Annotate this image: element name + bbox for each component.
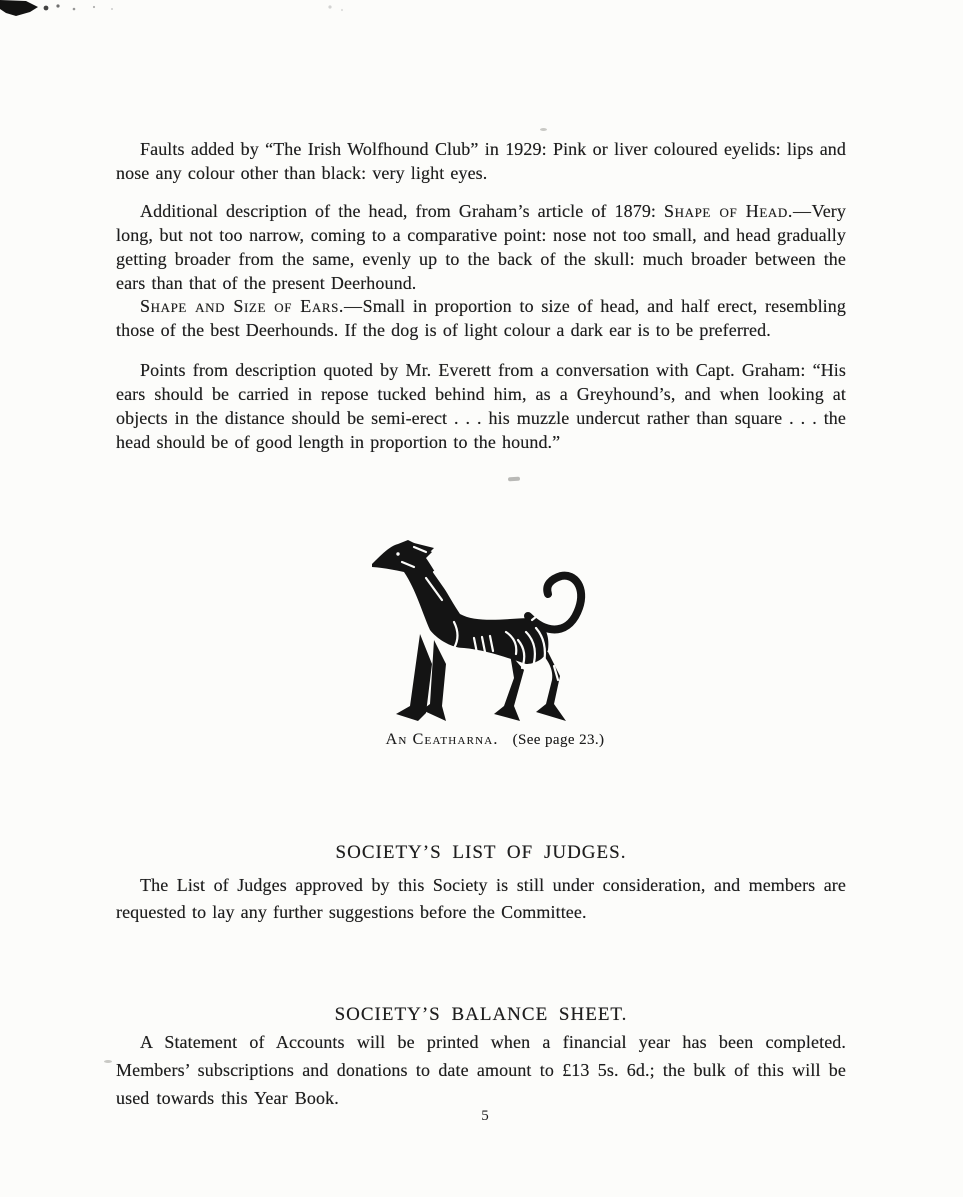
paragraph-balance-sheet: A Statement of Accounts will be printed when a financial year has been completed. Members’ subscriptions and donations to date amount to £13 5s. 6d.; the bulk of this will be used towards this Year Book. xyxy=(116,1032,846,1108)
caption-title: An Ceatharna. xyxy=(385,731,499,748)
wolfhound-woodcut-figure xyxy=(368,538,600,724)
figure-caption xyxy=(120,731,870,749)
scan-speck xyxy=(104,1060,112,1063)
paragraph-points-everett: Points from description quoted by Mr. Everett from a conversation with Capt. Graham: “His ears should be carried in repose tucked behind him, as a Greyhound’s, and when looking at objects in the distance should be semi-erect . . . his muzzle undercut rather than square . . . the head should be of good length in proportion to the hound.” xyxy=(116,360,846,452)
paragraph-head-description xyxy=(116,199,846,295)
paragraph-list-of-judges: The List of Judges approved by this Society is still under consideration, and members are requested to lay any further suggestions before the Committee. xyxy=(116,875,846,922)
smallcaps-shape-and-size-of-ears: Shape and Size of Ears.— xyxy=(140,296,363,316)
heading-balance-sheet: SOCIETY’S BALANCE SHEET. xyxy=(334,1004,628,1025)
text-segment: Very long, but not too narrow, coming to a comparative point: nose not too small, and head gradually getting broader from the same, evenly up to the back of the skull: much broader between the ears than that of the present Deerhound. xyxy=(116,201,846,293)
text-segment: Small in proportion to size of head, and half erect, resembling those of the best Deerhounds. If the dog is of light colour a dark ear is to be preferred. xyxy=(116,296,846,340)
scan-speck-dash xyxy=(508,477,520,482)
ink-smudge-artifact xyxy=(0,0,360,24)
caption-page-reference: (See page 23.) xyxy=(512,732,605,748)
scan-speck xyxy=(540,128,547,131)
smallcaps-shape-of-head: Shape of Head.— xyxy=(664,201,812,221)
wolfhound-illustration xyxy=(368,538,600,724)
heading-list-of-judges: SOCIETY’S LIST OF JUDGES. xyxy=(335,842,627,863)
paragraph-faults: Faults added by “The Irish Wolfhound Club” in 1929: Pink or liver coloured eyelids: lips and nose any colour other than black: very light eyes. xyxy=(116,139,846,183)
text-segment: Additional description of the head, from Graham’s article of 1879: xyxy=(140,201,665,221)
page-number: 5 xyxy=(481,1108,489,1124)
paragraph-ears xyxy=(116,294,846,342)
